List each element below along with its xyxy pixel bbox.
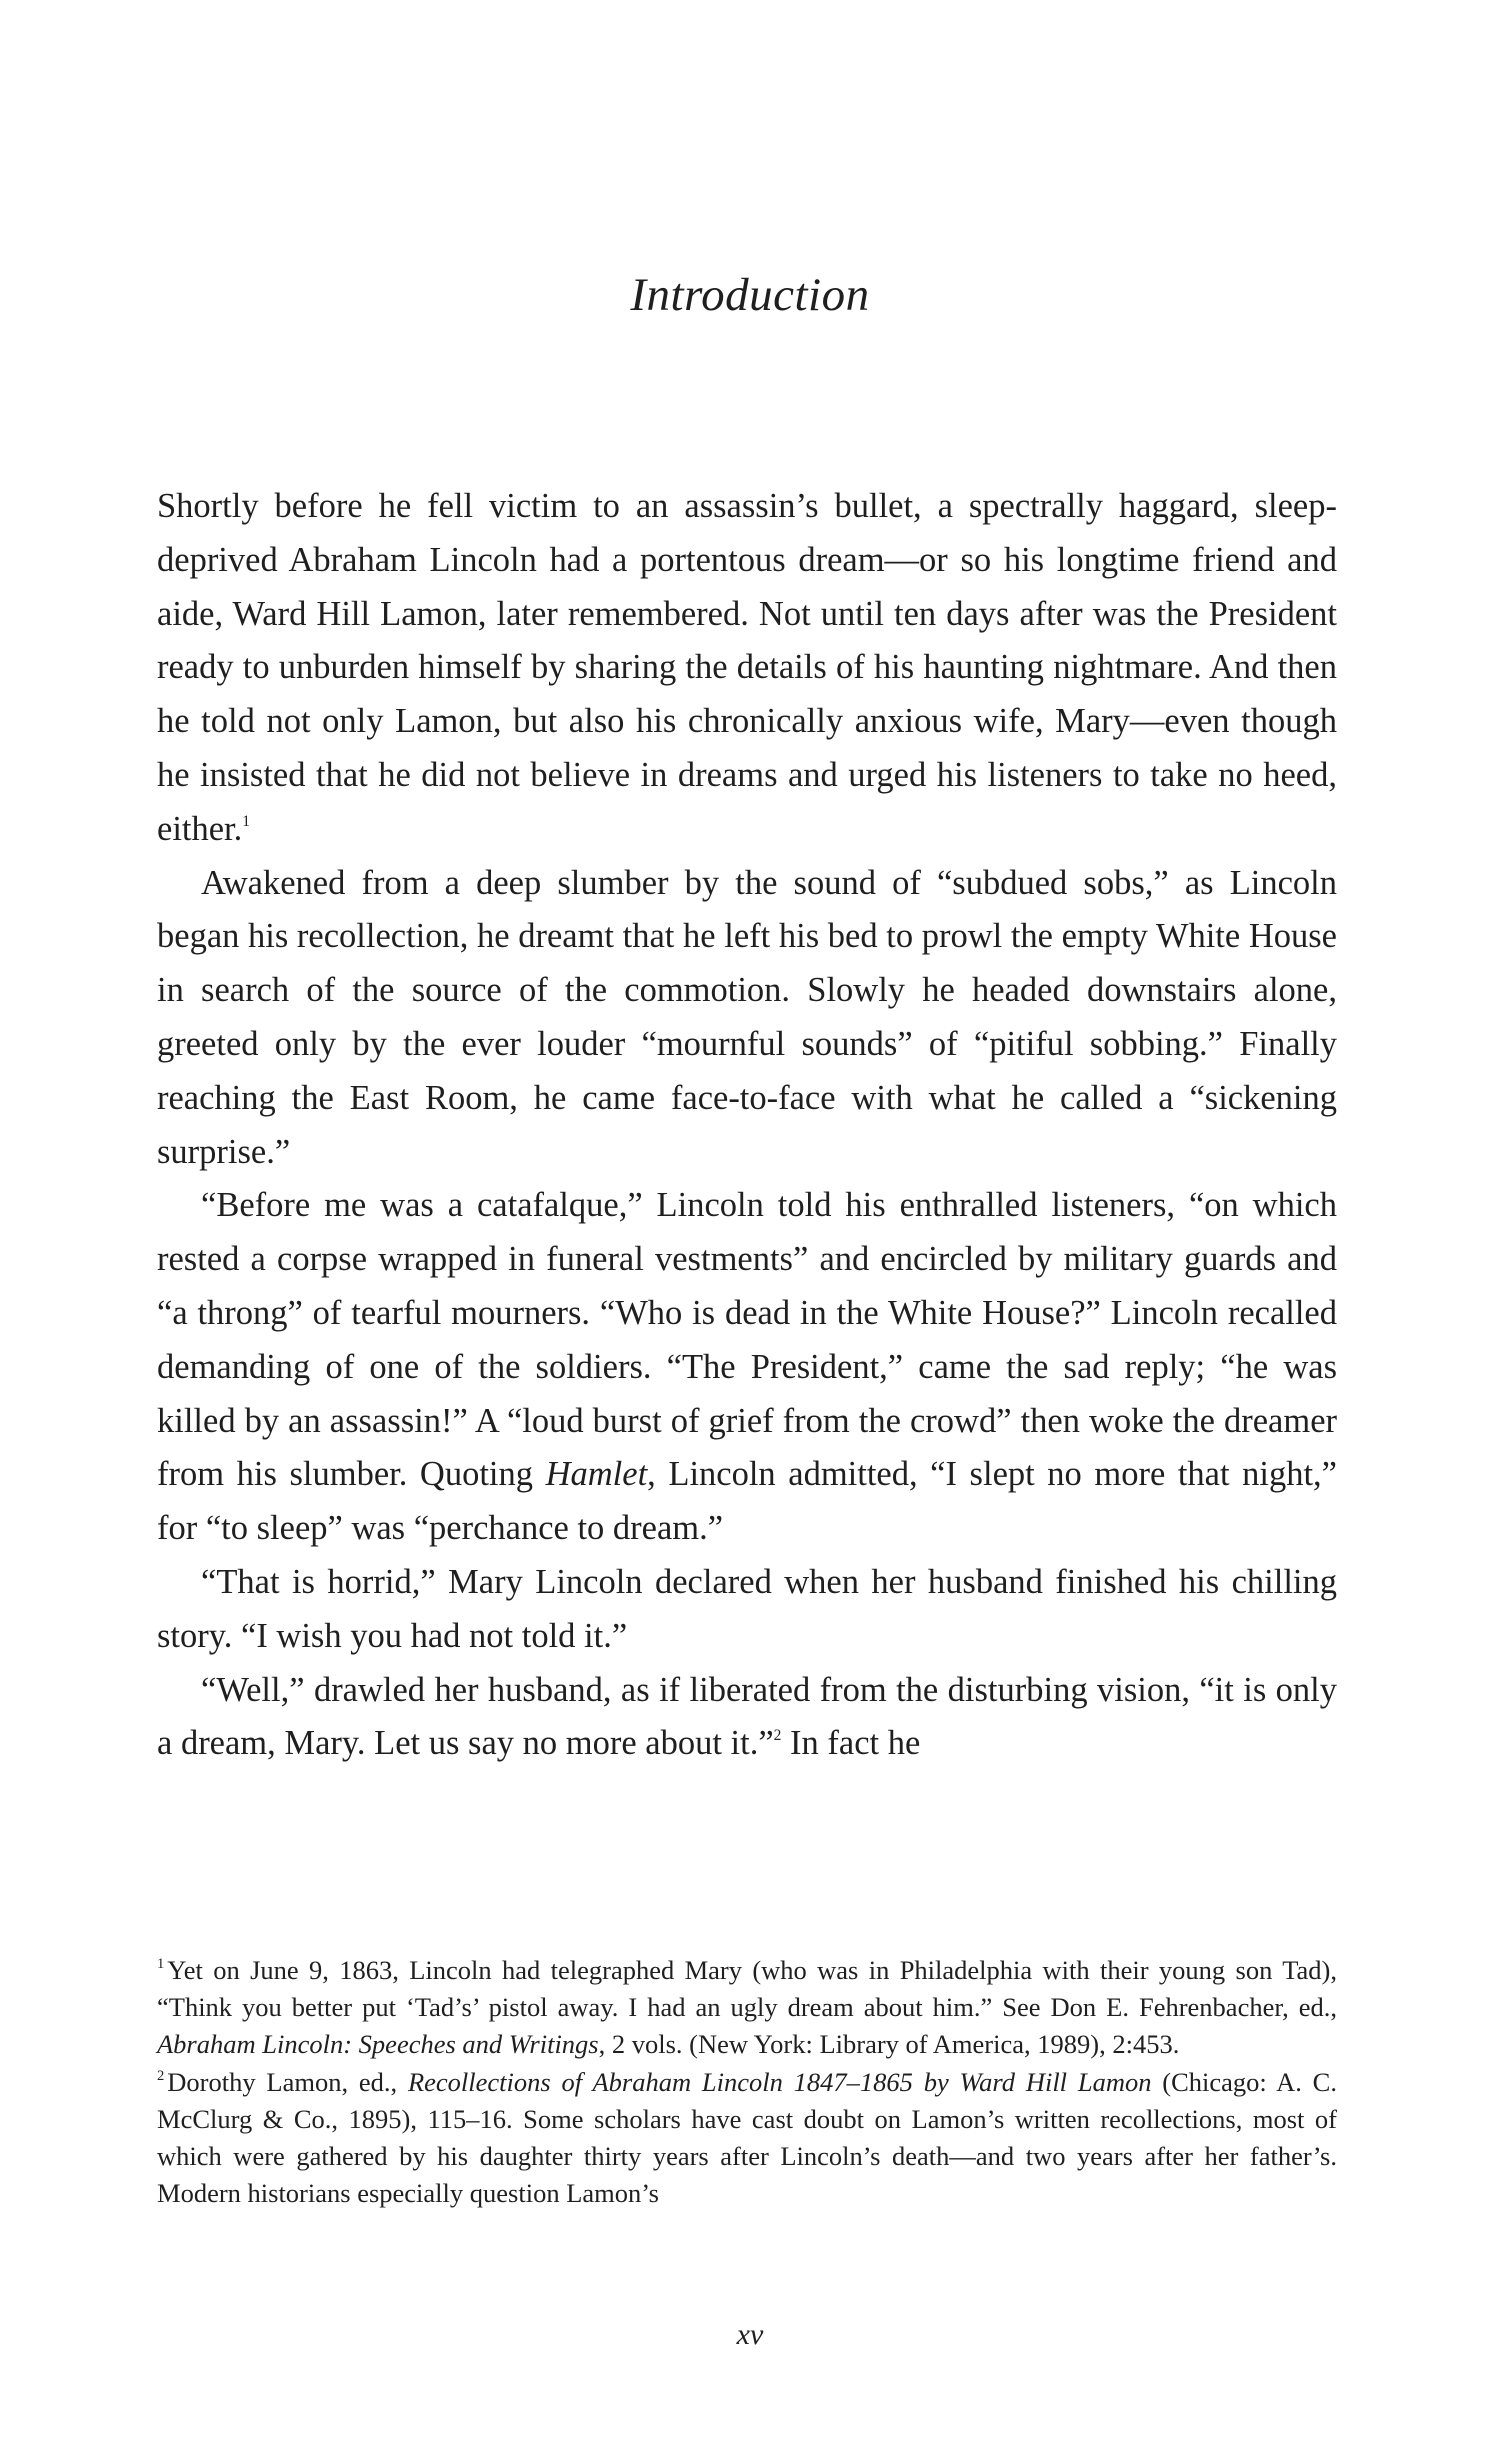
paragraph-2: Awakened from a deep slumber by the sound of “subdued sobs,” as Lincoln began his recollection, he dreamt that he left his bed to prowl the empty White House in search of the source of the commotion. Slowly he headed downstairs alone, greeted only by the ever louder “mournful sounds” of “pitiful sobbing.” Finally reaching the East Room, he came face-to-face with what he called a “sickening surprise.”	[157, 863, 1337, 1171]
paragraph-3	[157, 1179, 1337, 1556]
footnote-2-title: Recollections of Abraham Lincoln 1847–1865 by Ward Hill Lamon	[407, 2066, 1152, 2097]
paragraph-5-text-b: In fact he	[781, 1724, 921, 1763]
paragraph-1	[157, 480, 1337, 857]
footnote-2	[157, 2064, 1337, 2213]
paragraph-3-text-b: , Lincoln admitted, “I slept no more that night,” for “to sleep” was “perchance to dream.”	[157, 1455, 1337, 1548]
footnote-1-title: Abraham Lincoln: Speeches and Writings	[157, 2029, 599, 2060]
page-number: xv	[736, 2318, 764, 2351]
footnote-1-mark: 1	[157, 1956, 165, 1973]
footnote-2-text-b: (Chicago: A. C. McClurg & Co., 1895), 115–16. Some scholars have cast doubt on Lamon’s written recollections, most of which were gathered by his daughter thirty years after Lincoln’s death—and two years after her father’s. Modern historians especially question Lamon’s	[157, 2066, 1337, 2209]
footnote-ref-1: 1	[242, 812, 251, 830]
footnote-1-text-a: Yet on June 9, 1863, Lincoln had telegraphed Mary (who was in Philadelphia with their young son Tad), “Think you better put ‘Tad’s’ pistol away. I had an ugly dream about him.” See Don E. Fehrenbacher, ed.,	[157, 1955, 1337, 2023]
footnote-1-text-b: , 2 vols. (New York: Library of America, 1989), 2:453.	[598, 2029, 1180, 2060]
footnotes	[157, 1952, 1337, 2212]
footnote-ref-2: 2	[773, 1727, 782, 1745]
paragraph-5	[157, 1664, 1337, 1772]
hamlet-title: Hamlet	[545, 1455, 648, 1494]
paragraph-3-text-a: “Before me was a catafalque,” Lincoln told his enthralled listeners, “on which rested a corpse wrapped in funeral vestments” and encircled by military guards and “a throng” of tearful mourners. “Who is dead in the White House?” Lincoln recalled demanding of one of the soldiers. “The President,” came the sad reply; “he was killed by an assassin!” A “loud burst of grief from the crowd” then woke the dreamer from his slumber. Quoting	[157, 1186, 1337, 1494]
body-text	[157, 480, 1337, 1771]
footnote-1	[157, 1952, 1337, 2064]
paragraph-5-text-a: “Well,” drawled her husband, as if liberated from the disturbing vision, “it is only a dream, Mary. Let us say no more about it.”	[157, 1670, 1337, 1763]
chapter-title: Introduction	[630, 269, 870, 321]
paragraph-4: “That is horrid,” Mary Lincoln declared when her husband finished his chilling story. “I wish you had not told it.”	[157, 1562, 1337, 1655]
footnote-2-mark: 2	[157, 2067, 165, 2084]
footnote-2-text-a: Dorothy Lamon, ed.,	[167, 2066, 408, 2097]
paragraph-1-text: Shortly before he fell victim to an assassin’s bullet, a spectrally haggard, sleep-deprived Abraham Lincoln had a portentous dream—or so his longtime friend and aide, Ward Hill Lamon, later remembered. Not until ten days after was the President ready to unburden himself by sharing the details of his haunting nightmare. And then he told not only Lamon, but also his chronically anxious wife, Mary—even though he insisted that he did not believe in dreams and urged his listeners to take no heed, either.	[157, 487, 1337, 848]
